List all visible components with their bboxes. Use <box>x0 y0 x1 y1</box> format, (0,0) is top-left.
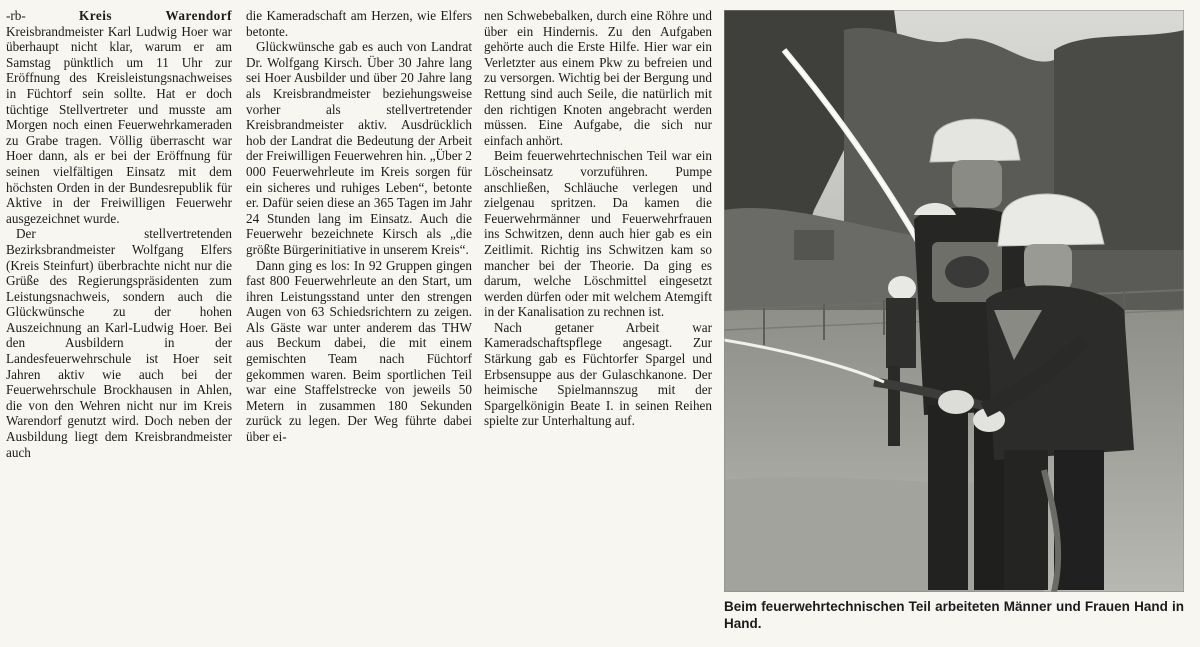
firefighters-photo-illustration <box>724 10 1184 592</box>
author-tag: -rb- <box>6 8 26 23</box>
lead-paragraph <box>6 8 232 226</box>
paragraph: Beim feuerwehrtechnischen Teil war ein Löscheinsatz vorzuführen. Pumpe anschließen, Schläuche verlegen und zielgenau spritzen. Da kamen die Feuerwehrmänner und Feuerwehrfrauen ins Schwitzen, denn auch hier gab es ein Zeitlimit. Richtig ins Schwitzen kam so mancher bei der Theorie. Da ging es darum, welche Löschmittel eingesetzt werden dürfen oder mit welchem Atemgift in der Kanalisation zu rechnen ist. <box>484 148 712 320</box>
paragraph: Nach getaner Arbeit war Kameradschaftspflege angesagt. Zur Stärkung gab es Füchtorfer Spargel und Erbsensuppe aus der Gulaschkanone. Der heimische Spielmannszug mit der Spargelkönigin Beate I. in seinen Reihen spielte zur Unterhaltung auf. <box>484 319 712 429</box>
lead-text: Kreisbrandmeister Karl Ludwig Hoer war überhaupt nicht klar, warum er am Samstag pünktlich um 11 Uhr zur Eröffnung des Kreisleistungsnachweises in Füchtorf sein sollte. Hat er doch tüchtige Stellvertreter und musste am Morgen noch einen Feuerwehrkameraden zu Grabe tragen. Völlig überrascht war Hoer dann, als er bei der Eröffnung für seinen vielfältigen Einsatz mit dem höchsten Orden in der Bundesrepublik für Aktive in der Freiwilligen Feuerwehr ausgezeichnet wurde. <box>6 23 232 226</box>
paragraph: Dann ging es los: In 92 Gruppen gingen fast 800 Feuerwehrleute an den Start, um ihren Leistungsstand unter den strengen Augen von 63 Schiedsrichtern zu zeigen. Als Gäste war unter anderem das THW aus Beckum dabei, die mit einem gemischten Team nach Füchtorf gekommen waren. Beim sportlichen Teil war eine Staffelstrecke von jeweils 50 Metern in zusammen 180 Sekunden zurück zu legen. Der Weg führte dabei über ei- <box>246 257 472 445</box>
article-column-2 <box>246 8 472 445</box>
paragraph: Glückwünsche gab es auch von Landrat Dr. Wolfgang Kirsch. Über 30 Jahre lang sei Hoer Ausbilder und über 20 Jahre lang als Kreisbrandmeister beziehungsweise vorher als stellvertretender Kreisbrandmeister aktiv. Ausdrücklich hob der Landrat die Bedeutung der Arbeit der Freiwilligen Feuerwehren hin. „Über 2 000 Feuerwehrleute im Kreis sorgen für ein sicheres und ruhiges Leben“, betonte er. Dafür seien diese an 365 Tagen im Jahr 24 Stunden lang im Einsatz. Auch die Feuerwehr bezeichnete Kirsch als „die größte Bürgerinitiative in unserem Kreis“. <box>246 39 472 257</box>
paragraph: Der stellvertretenden Bezirksbrandmeister Wolfgang Elfers (Kreis Steinfurt) überbrachte nicht nur die Grüße des Regierungspräsidenten zum Leistungsnachweis, sondern auch die Glückwünsche zu der hohen Auszeichnung an Karl-Ludwig Hoer. Bei den Ausbildern in der Landesfeuerwehrschule ist Hoer seit Jahren aktiv wie auch bei der Feuerwehrschule Brockhausen in Ahlen, die von den Wehren nicht nur im Kreis Warendorf genutzt wird. Doch neben der Ausbildung liegt dem Kreisbrandmeister auch <box>6 226 232 460</box>
news-photo <box>724 10 1184 592</box>
paragraph: die Kameradschaft am Herzen, wie Elfers betonte. <box>246 8 472 39</box>
article-column-1 <box>6 8 232 460</box>
article-column-3 <box>484 8 712 429</box>
photo-caption: Beim feuerwehrtechnischen Teil arbeiteten Männer und Frauen Hand in Hand. <box>724 599 1184 631</box>
paragraph: nen Schwebebalken, durch eine Röhre und über ein Hindernis. Zu den Aufgaben gehörte auch die Erste Hilfe. Hier war ein Verletzter aus einem Pkw zu befreien und zu versorgen. Wichtig bei der Bergung und Rettung sind auch Seile, die natürlich mit den richtigen Knoten angebracht werden müssen. Eine Aufgabe, die sich nur einfach anhört. <box>484 8 712 148</box>
dateline-place: Kreis Warendorf <box>78 8 232 23</box>
